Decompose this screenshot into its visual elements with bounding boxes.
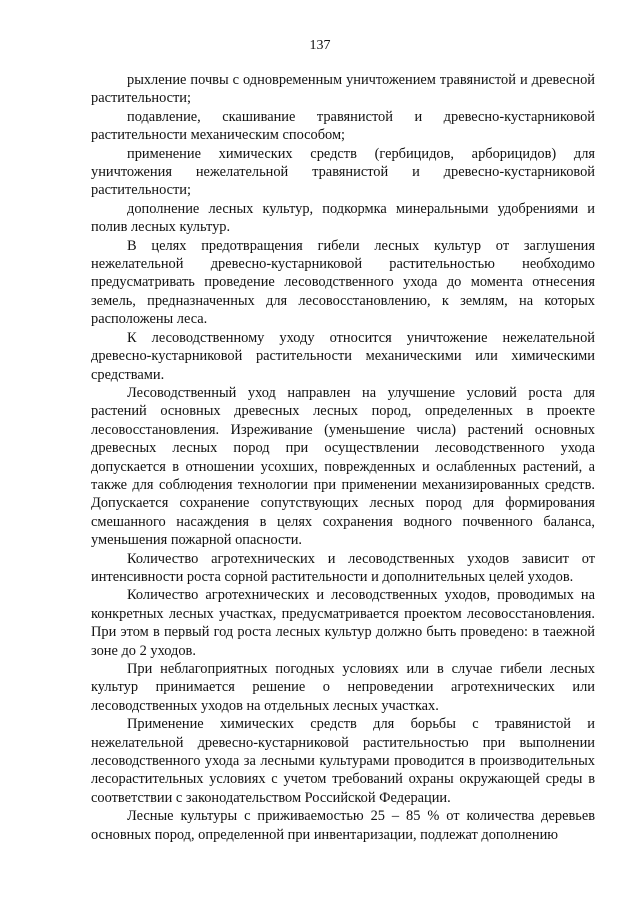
paragraph: Лесоводственный уход направлен на улучшение условий роста для растений основных древесных лесных пород, определенных в проекте лесовосстановления. Изреживание (уменьшение числа) растений основных древесных лесных пород при осуществлении лесоводственного ухода допускается в отношении усохших, поврежденных и ослабленных растений, а также для соблюдения технологии при применении механизированных средств. Допускается сохранение сопутствующих лесных пород для формирования смешанного насаждения в целях сохранения водного почвенного баланса, уменьшения пожарной опасности.	[91, 384, 595, 549]
paragraph: применение химических средств (гербицидов, арборицидов) для уничтожения нежелательной травянистой и древесно-кустарниковой растительности;	[91, 145, 595, 199]
page-number: 137	[309, 38, 331, 53]
paragraph: дополнение лесных культур, подкормка минеральными удобрениями и полив лесных культур.	[91, 200, 595, 236]
paragraph: В целях предотвращения гибели лесных культур от заглушения нежелательной древесно-кустарниковой растительностью необходимо предусматривать проведение лесоводственного ухода до момента отнесения земель, предназначенных для лесовосстановлению, к землям, на которых расположены леса.	[91, 237, 595, 328]
paragraph: К лесоводственному уходу относится уничтожение нежелательной древесно-кустарниковой растительности механическими или химическими средствами.	[91, 329, 595, 383]
paragraph: При неблагоприятных погодных условиях или в случае гибели лесных культур принимается решение о непроведении агротехнических или лесоводственных уходов на отдельных лесных участках.	[91, 661, 595, 714]
paragraph: Количество агротехнических и лесоводственных уходов, проводимых на конкретных лесных участках, предусматривается проектом лесовосстановления. При этом в первый год роста лесных культур должно быть проведено: в таежной зоне до 2 уходов.	[91, 587, 595, 659]
paragraph: Количество агротехнических и лесоводственных уходов зависит от интенсивности роста сорной растительности и дополнительных целей уходов.	[91, 550, 595, 585]
paragraph-continued: Лесные культуры с приживаемостью 25 – 85 % от количества деревьев основных пород, определенной при инвентаризации, подлежат дополнению	[91, 808, 595, 843]
paragraph: рыхление почвы с одновременным уничтожением травянистой и древесной растительности;	[91, 72, 595, 107]
paragraph: Применение химических средств для борьбы с травянистой и нежелательной древесно-кустарниковой растительностью при выполнении лесоводственного ухода за лесными культурами проводится в производительных лесорастительных условиях с учетом требований охраны окружающей среды в соответствии с законодательством Российской Федерации.	[91, 716, 595, 806]
paragraph: подавление, скашивание травянистой и древесно-кустарниковой растительности механическим способом;	[91, 108, 595, 144]
document-body	[91, 71, 595, 844]
